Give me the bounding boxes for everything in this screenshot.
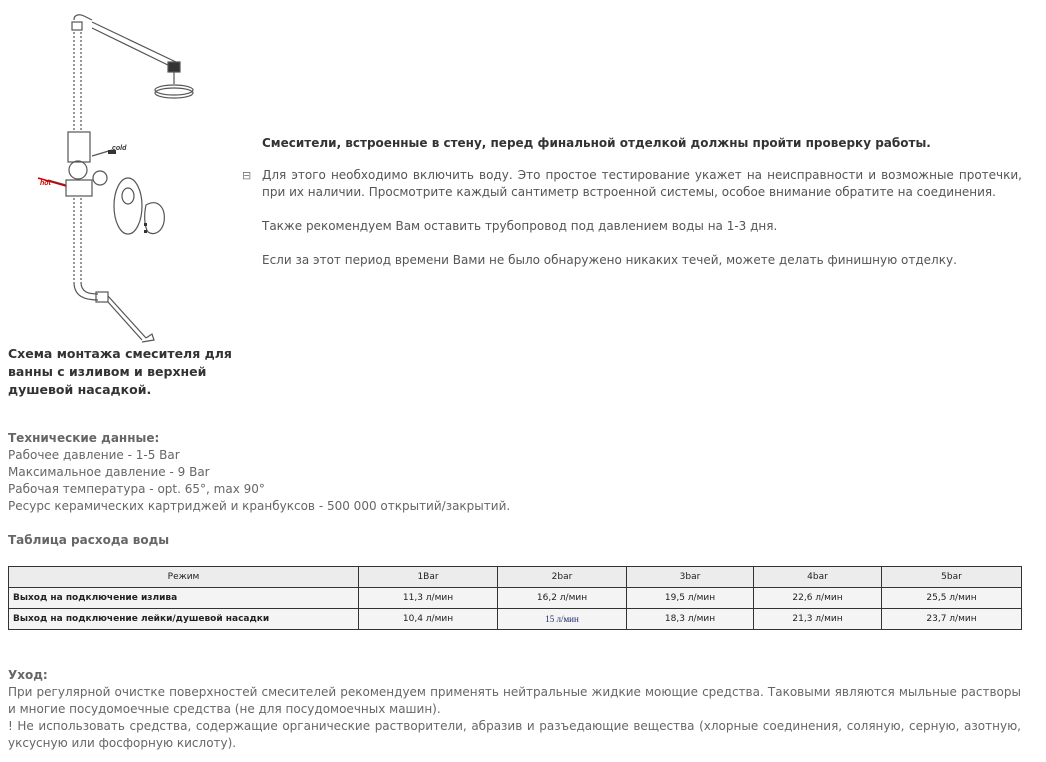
tech-item: Максимальное давление - 9 Bar xyxy=(8,465,210,479)
intro-paragraph-1: Для этого необходимо включить воду. Это простое тестирование укажет на неисправности и возможные протечки, при их наличии. Просмотрите каждый сантиметр встроенной системы, особое внимание обратите на соединения. xyxy=(262,168,1022,199)
flow-table xyxy=(8,566,1022,630)
table-cell: 19,5 л/мин xyxy=(627,588,754,609)
header-5bar: 5bar xyxy=(882,567,1022,588)
label-cold: cold xyxy=(112,145,127,152)
care-heading: Уход: xyxy=(8,668,48,682)
header-mode: Режим xyxy=(9,567,359,588)
intro-title: Смесители, встроенные в стену, перед финальной отделкой должны пройти проверку работы. xyxy=(262,136,931,150)
header-3bar: 3bar xyxy=(627,567,754,588)
table-cell: 16,2 л/мин xyxy=(498,588,627,609)
table-cell: 22,6 л/мин xyxy=(754,588,882,609)
table-cell: 25,5 л/мин xyxy=(882,588,1022,609)
installation-diagram xyxy=(8,10,244,345)
table-header-row xyxy=(9,567,1022,588)
table-row xyxy=(9,609,1022,630)
header-2bar: 2bar xyxy=(498,567,627,588)
table-cell: 23,7 л/мин xyxy=(882,609,1022,630)
broken-image-icon: ⊟ xyxy=(242,169,252,182)
table-cell: 10,4 л/мин xyxy=(359,609,498,630)
table-cell: 15 л/мин xyxy=(498,609,627,630)
label-hot: hot xyxy=(40,180,51,187)
table-cell: 21,3 л/мин xyxy=(754,609,882,630)
table-cell: Выход на подключение лейки/душевой насадки xyxy=(9,609,359,630)
table-cell: Выход на подключение излива xyxy=(9,588,359,609)
diagram-drawing xyxy=(48,15,193,342)
table-cell: 18,3 л/мин xyxy=(627,609,754,630)
care-section xyxy=(8,667,1021,752)
tech-item: Ресурс керамических картриджей и кранбуксов - 500 000 открытий/закрытий. xyxy=(8,499,511,513)
intro-paragraph-3: Если за этот период времени Вами не было обнаружено никаких течей, можете делать финишную отделку. xyxy=(262,253,957,267)
tech-specs xyxy=(8,430,510,515)
intro-paragraph-2: Также рекомендуем Вам оставить трубопровод под давлением воды на 1-3 дня. xyxy=(262,219,778,233)
header-4bar: 4bar xyxy=(754,567,882,588)
tech-item: Рабочая температура - opt. 65°, max 90° xyxy=(8,482,265,496)
tech-heading: Технические данные: xyxy=(8,431,160,445)
table-cell: 11,3 л/мин xyxy=(359,588,498,609)
care-paragraph-2: ! Не использовать средства, содержащие органические растворители, абразив и разъедающие вещества (хлорные соединения, соляную, серную, азотную, уксусную или фосфорную кислоту). xyxy=(8,719,1021,750)
flow-table-title: Таблица расхода воды xyxy=(8,533,170,547)
intro-section xyxy=(262,135,1022,286)
table-row xyxy=(9,588,1022,609)
tech-item: Рабочее давление - 1-5 Bar xyxy=(8,448,180,462)
header-1bar: 1Bar xyxy=(359,567,498,588)
diagram-caption: Схема монтажа смесителя для ванны с изливом и верхней душевой насадкой. xyxy=(8,346,232,397)
care-paragraph-1: При регулярной очистке поверхностей смесителей рекомендуем применять нейтральные жидкие моющие средства. Таковыми являются мыльные растворы и многие посудомоечные средства (не для посудомоечных машин). xyxy=(8,685,1021,716)
